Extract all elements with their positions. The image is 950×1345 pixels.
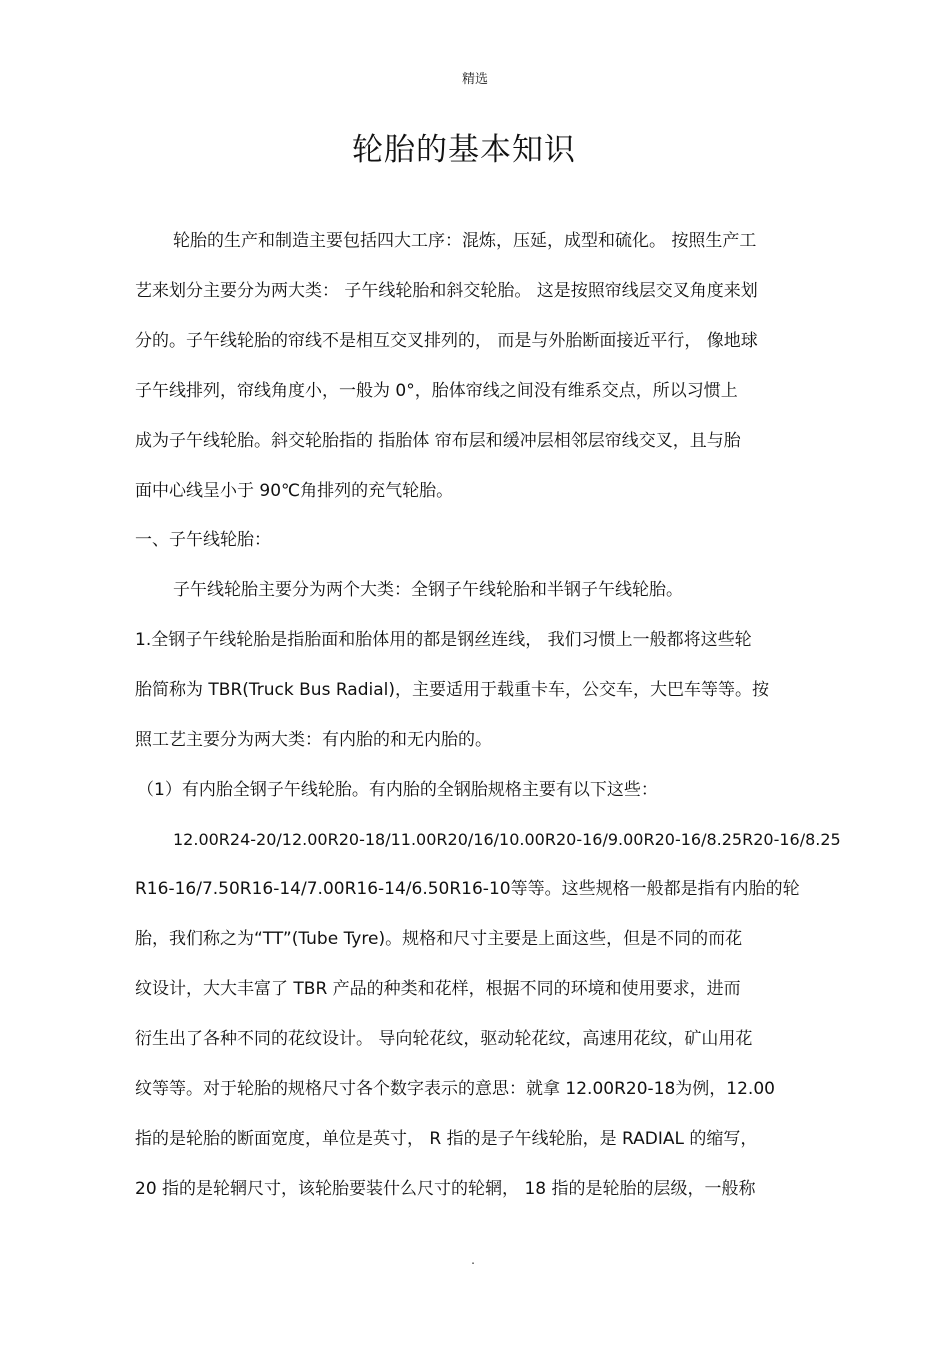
body-line: 子午线排列，帘线角度小，一般为 0°，胎体帘线之间没有维系交点，所以习惯上 — [135, 381, 738, 401]
body-line: R16-16/7.50R16-14/7.00R16-14/6.50R16-10等等。这些规格一般都是指有内胎的轮 — [135, 879, 800, 899]
body-line: 分的。子午线轮胎的帘线不是相互交叉排列的， 而是与外胎断面接近平行， 像地球 — [135, 331, 758, 351]
body-line: 纹设计，大大丰富了 TBR 产品的种类和花样，根据不同的环境和使用要求，进而 — [135, 979, 741, 999]
body-line: 子午线轮胎主要分为两个大类：全钢子午线轮胎和半钢子午线轮胎。 — [173, 580, 683, 600]
body-line: 胎简称为 TBR(Truck Bus Radial)，主要适用于载重卡车，公交车，大巴车等等。按 — [135, 680, 769, 700]
sub-heading: （1）有内胎全钢子午线轮胎。有内胎的全钢胎规格主要有以下这些： — [137, 780, 658, 800]
page-header: 精选 — [461, 72, 488, 87]
body-line: 照工艺主要分为两大类：有内胎的和无内胎的。 — [135, 730, 492, 750]
body-line: 胎，我们称之为“TT”(Tube Tyre)。规格和尺寸主要是上面这些，但是不同的而花 — [135, 929, 743, 949]
body-line: 成为子午线轮胎。斜交轮胎指的 指胎体 帘布层和缓冲层相邻层帘线交叉，且与胎 — [135, 431, 741, 451]
section-heading: 一、子午线轮胎： — [135, 530, 271, 550]
page-footer-dot: . — [471, 1253, 475, 1267]
body-line: 艺来划分主要分为两大类： 子午线轮胎和斜交轮胎。 这是按照帘线层交叉角度来划 — [135, 281, 758, 301]
body-line: 1.全钢子午线轮胎是指胎面和胎体用的都是钢丝连线， 我们习惯上一般都将这些轮 — [135, 630, 752, 650]
body-line: 12.00R24-20/12.00R20-18/11.00R20/16/10.00R20-16/9.00R20-16/8.25R20-16/8.25 — [173, 830, 841, 849]
document-title: 轮胎的基本知识 — [352, 132, 576, 168]
body-line: 20 指的是轮辋尺寸，该轮胎要装什么尺寸的轮辋， 18 指的是轮胎的层级，一般称 — [135, 1179, 756, 1199]
body-line: 纹等等。对于轮胎的规格尺寸各个数字表示的意思：就拿 12.00R20-18为例，12.00 — [135, 1079, 775, 1099]
body-line: 衍生出了各种不同的花纹设计。 导向轮花纹，驱动轮花纹，高速用花纹，矿山用花 — [135, 1029, 753, 1049]
body-line: 指的是轮胎的断面宽度，单位是英寸， R 指的是子午线轮胎，是 RADIAL 的缩写， — [135, 1129, 758, 1149]
body-line: 轮胎的生产和制造主要包括四大工序：混炼，压延，成型和硫化。 按照生产工 — [173, 231, 757, 251]
body-line: 面中心线呈小于 90℃角排列的充气轮胎。 — [135, 481, 454, 501]
